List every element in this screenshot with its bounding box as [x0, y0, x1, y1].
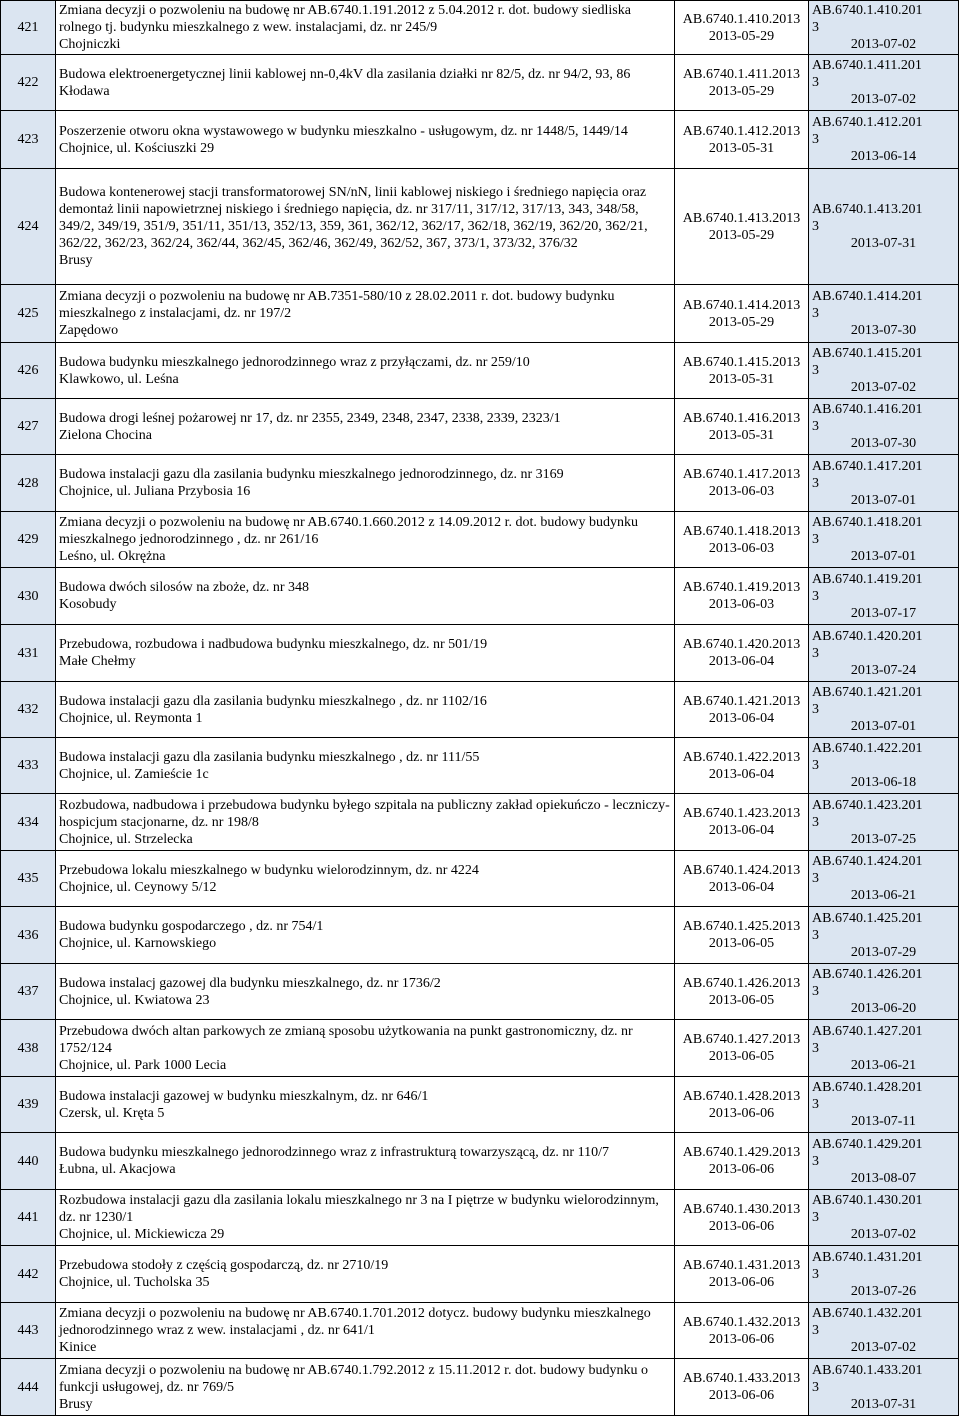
table-row — [1, 1133, 959, 1190]
case-signature: AB.6740.1.423.2013 — [682, 806, 801, 821]
table-row — [1, 1303, 959, 1359]
case-signature-cell — [675, 55, 809, 111]
row-number: 430 — [1, 568, 56, 625]
decision-cell — [809, 399, 959, 455]
investment-description: Poszerzenie otworu okna wystawowego w budynku mieszkalno - usługowym, dz. nr 1448/5, 1449/14 — [59, 123, 628, 139]
decision-signature-tail: 3 — [812, 475, 819, 491]
decision-date: 2013-07-26 — [850, 1283, 917, 1299]
decision-signature: AB.6740.1.431.201 — [812, 1249, 923, 1265]
decision-signature-tail: 3 — [812, 306, 819, 321]
decision-signature-tail: 3 — [812, 588, 819, 604]
table-row — [1, 907, 959, 964]
investment-description: Budowa drogi leśnej pożarowej nr 17, dz. nr 2355, 2349, 2348, 2347, 2338, 2339, 2323/1 — [59, 410, 561, 426]
decision-cell — [809, 964, 959, 1020]
investment-description: Rozbudowa, nadbudowa i przebudowa budynku byłego szpitala na publiczny zakład opiekuńczo - leczniczy- hospicjum stacjonarne, dz. nr 198/8 — [59, 797, 670, 830]
row-number: 439 — [1, 1077, 56, 1133]
investment-location: Czersk, ul. Kręta 5 — [59, 1105, 165, 1121]
row-number: 424 — [1, 169, 56, 285]
decision-cell — [809, 682, 959, 738]
decision-date: 2013-07-02 — [850, 37, 917, 52]
submission-date: 2013-05-31 — [708, 371, 775, 387]
case-signature-cell — [675, 169, 809, 285]
row-number: 443 — [1, 1303, 56, 1359]
decision-signature: AB.6740.1.416.201 — [812, 402, 923, 417]
investment-location: Chojniczki — [59, 37, 121, 52]
decision-date: 2013-07-30 — [850, 323, 917, 338]
row-number: 426 — [1, 343, 56, 399]
case-signature: AB.6740.1.412.2013 — [682, 123, 801, 139]
investment-description: Budowa instalacj gazowej dla budynku mieszkalnego, dz. nr 1736/2 — [59, 975, 441, 991]
row-number: 434 — [1, 794, 56, 851]
decision-date: 2013-07-30 — [850, 436, 917, 451]
decision-signature: AB.6740.1.433.201 — [812, 1362, 923, 1378]
table-row — [1, 55, 959, 111]
decision-signature-tail: 3 — [812, 363, 819, 378]
investment-location: Chojnice, ul. Reymonta 1 — [59, 710, 203, 726]
investment-description-cell — [56, 1359, 675, 1416]
row-number: 432 — [1, 682, 56, 738]
investment-description-cell — [56, 625, 675, 682]
submission-date: 2013-06-04 — [708, 710, 775, 726]
case-signature: AB.6740.1.413.2013 — [682, 210, 801, 226]
submission-date: 2013-06-06 — [708, 1162, 775, 1177]
decision-date: 2013-07-01 — [850, 549, 917, 564]
submission-date: 2013-06-03 — [708, 540, 775, 556]
row-number: 427 — [1, 399, 56, 455]
case-signature: AB.6740.1.414.2013 — [682, 297, 801, 313]
decision-cell — [809, 111, 959, 169]
investment-description: Zmiana decyzji o pozwoleniu na budowę nr AB.7351-580/10 z 28.02.2011 r. dot. budowy budynku mieszkalnego z instalacjami, dz. nr 197/2 — [59, 289, 615, 321]
case-signature-cell — [675, 343, 809, 399]
investment-description: Budowa dwóch silosów na zboże, dz. nr 348 — [59, 580, 310, 595]
submission-date: 2013-06-04 — [708, 879, 775, 895]
table-row — [1, 625, 959, 682]
submission-date: 2013-05-29 — [708, 83, 775, 99]
table-row — [1, 738, 959, 794]
investment-description: Przebudowa stodoły z częścią gospodarczą, dz. nr 2710/19 — [59, 1258, 389, 1273]
case-signature-cell — [675, 1190, 809, 1246]
submission-date: 2013-06-06 — [708, 1331, 775, 1347]
row-number: 423 — [1, 111, 56, 169]
investment-description-cell — [56, 512, 675, 568]
investment-description-cell — [56, 1020, 675, 1077]
decision-signature: AB.6740.1.421.201 — [812, 685, 923, 700]
case-signature-cell — [675, 625, 809, 682]
case-signature-cell — [675, 682, 809, 738]
case-signature: AB.6740.1.418.2013 — [682, 523, 801, 539]
row-number: 440 — [1, 1133, 56, 1190]
decision-cell — [809, 455, 959, 512]
row-number: 421 — [1, 1, 56, 55]
investment-description-cell — [56, 55, 675, 111]
register-body — [1, 1, 959, 1416]
decision-date: 2013-07-17 — [850, 605, 917, 621]
submission-date: 2013-06-03 — [708, 597, 775, 612]
decision-cell — [809, 512, 959, 568]
row-number: 425 — [1, 285, 56, 343]
decision-signature: AB.6740.1.427.201 — [812, 1023, 923, 1039]
investment-description: Zmiana decyzji o pozwoleniu na budowę nr AB.6740.1.701.2012 dotycz. budowy budynku mieszkalnego jednorodzinnego wraz z wew. instalacjami , dz. nr 641/1 — [59, 1306, 651, 1338]
row-number: 442 — [1, 1246, 56, 1303]
investment-location: Chojnice, ul. Park 1000 Lecia — [59, 1057, 227, 1073]
investment-description: Budowa budynku mieszkalnego jednorodzinnego wraz z infrastrukturą towarzyszącą, dz. nr 110/7 — [59, 1145, 609, 1160]
decision-signature-tail: 3 — [812, 927, 819, 943]
investment-description-cell — [56, 1, 675, 55]
decision-signature: AB.6740.1.418.201 — [812, 515, 923, 530]
decision-signature-tail: 3 — [812, 132, 819, 147]
case-signature-cell — [675, 851, 809, 907]
case-signature-cell — [675, 512, 809, 568]
investment-description-cell — [56, 285, 675, 343]
investment-description-cell — [56, 1190, 675, 1246]
investment-description: Zmiana decyzji o pozwoleniu na budowę nr AB.6740.1.792.2012 z 15.11.2012 r. dot. budowy budynku o funkcji usługowej, dz. nr 769/5 — [59, 1362, 648, 1395]
case-signature-cell — [675, 1, 809, 55]
decision-cell — [809, 1303, 959, 1359]
table-row — [1, 111, 959, 169]
investment-description-cell — [56, 738, 675, 794]
decision-date: 2013-06-14 — [850, 149, 917, 164]
decision-signature-tail: 3 — [812, 702, 819, 717]
row-number: 422 — [1, 55, 56, 111]
investment-description: Budowa elektroenergetycznej linii kablowej nn-0,4kV dla zasilania działki nr 82/5, dz. nr 94/2, 93, 86 — [59, 66, 631, 82]
row-number: 431 — [1, 625, 56, 682]
decision-signature-tail: 3 — [812, 419, 819, 434]
investment-description: Budowa budynku mieszkalnego jednorodzinnego wraz z przyłączami, dz. nr 259/10 — [59, 354, 530, 370]
submission-date: 2013-06-06 — [708, 1218, 775, 1234]
investment-location: Kłodawa — [59, 83, 110, 99]
decision-signature-tail: 3 — [812, 1153, 819, 1169]
decision-signature: AB.6740.1.430.201 — [812, 1193, 923, 1208]
case-signature: AB.6740.1.428.2013 — [682, 1088, 801, 1104]
decision-date: 2013-07-29 — [850, 944, 917, 960]
case-signature: AB.6740.1.415.2013 — [682, 354, 801, 370]
decision-signature: AB.6740.1.425.201 — [812, 910, 923, 926]
decision-date: 2013-07-24 — [850, 662, 917, 678]
submission-date: 2013-06-06 — [708, 1388, 775, 1403]
investment-description: Przebudowa, rozbudowa i nadbudowa budynku mieszkalnego, dz. nr 501/19 — [59, 637, 488, 652]
decision-signature: AB.6740.1.415.201 — [812, 346, 923, 361]
investment-description-cell — [56, 682, 675, 738]
table-row — [1, 169, 959, 285]
table-row — [1, 399, 959, 455]
row-number: 438 — [1, 1020, 56, 1077]
decision-date: 2013-07-25 — [850, 831, 917, 847]
submission-date: 2013-06-05 — [708, 1049, 775, 1064]
decision-signature-tail: 3 — [812, 20, 819, 35]
investment-description: Zmiana decyzji o pozwoleniu na budowę nr AB.6740.1.660.2012 z 14.09.2012 r. dot. budowy budynku mieszkalnego jednorodzinnego , dz. nr 261/16 — [59, 515, 638, 547]
decision-signature-tail: 3 — [812, 645, 819, 661]
submission-date: 2013-06-06 — [708, 1275, 775, 1290]
investment-location: Chojnice, ul. Mickiewicza 29 — [59, 1227, 225, 1242]
table-row — [1, 682, 959, 738]
decision-date: 2013-07-02 — [850, 92, 917, 107]
investment-description: Zmiana decyzji o pozwoleniu na budowę nr AB.6740.1.191.2012 z 5.04.2012 r. dot. budowy siedliska rolnego tj. budynku mieszkalnego z wew. instalacjami, dz. nr 245/9 — [59, 3, 631, 35]
investment-description-cell — [56, 343, 675, 399]
case-signature-cell — [675, 794, 809, 851]
investment-description: Przebudowa lokalu mieszkalnego w budynku wielorodzinnym, dz. nr 4224 — [59, 862, 479, 878]
investment-location: Chojnice, ul. Tucholska 35 — [59, 1275, 210, 1290]
case-signature: AB.6740.1.430.2013 — [682, 1201, 801, 1217]
table-row — [1, 794, 959, 851]
decision-cell — [809, 1359, 959, 1416]
decision-signature-tail: 3 — [812, 871, 819, 886]
decision-signature-tail: 3 — [812, 1379, 819, 1395]
investment-location: Chojnice, ul. Kwiatowa 23 — [59, 992, 210, 1008]
case-signature-cell — [675, 1133, 809, 1190]
investment-description-cell — [56, 1246, 675, 1303]
decision-signature-tail: 3 — [812, 1210, 819, 1225]
decision-date: 2013-07-02 — [850, 1340, 917, 1355]
case-signature: AB.6740.1.424.2013 — [682, 862, 801, 878]
submission-date: 2013-06-04 — [708, 823, 775, 838]
investment-description: Budowa budynku gospodarczego , dz. nr 754/1 — [59, 919, 324, 934]
case-signature-cell — [675, 111, 809, 169]
decision-signature: AB.6740.1.411.201 — [812, 58, 922, 73]
investment-description: Budowa instalacji gazu dla zasilania budynku mieszkalnego , dz. nr 111/55 — [59, 749, 480, 765]
investment-location: Brusy — [59, 1396, 93, 1412]
decision-signature: AB.6740.1.432.201 — [812, 1306, 923, 1321]
decision-cell — [809, 851, 959, 907]
investment-description-cell — [56, 1303, 675, 1359]
table-row — [1, 568, 959, 625]
decision-date: 2013-07-31 — [850, 236, 917, 251]
submission-date: 2013-05-31 — [708, 427, 775, 443]
decision-signature: AB.6740.1.429.201 — [812, 1136, 923, 1152]
decision-signature: AB.6740.1.420.201 — [812, 628, 923, 644]
case-signature-cell — [675, 1246, 809, 1303]
case-signature-cell — [675, 399, 809, 455]
decision-signature: AB.6740.1.414.201 — [812, 289, 923, 304]
table-row — [1, 964, 959, 1020]
decision-signature: AB.6740.1.412.201 — [812, 115, 923, 130]
investment-description: Budowa instalacji gazu dla zasilania budynku mieszkalnego jednorodzinnego, dz. nr 3169 — [59, 467, 564, 482]
submission-date: 2013-06-03 — [708, 484, 775, 499]
table-row — [1, 1190, 959, 1246]
decision-date: 2013-07-31 — [850, 1396, 917, 1412]
case-signature: AB.6740.1.427.2013 — [682, 1032, 801, 1047]
decision-signature: AB.6740.1.419.201 — [812, 571, 923, 587]
case-signature: AB.6740.1.431.2013 — [682, 1258, 801, 1273]
decision-cell — [809, 169, 959, 285]
investment-description-cell — [56, 169, 675, 285]
investment-location: Klawkowo, ul. Leśna — [59, 371, 179, 387]
row-number: 444 — [1, 1359, 56, 1416]
decision-signature-tail: 3 — [812, 532, 819, 547]
decision-cell — [809, 625, 959, 682]
decision-date: 2013-07-01 — [850, 719, 917, 734]
case-signature: AB.6740.1.421.2013 — [682, 693, 801, 709]
investment-location: Leśno, ul. Okrężna — [59, 549, 166, 564]
decision-signature: AB.6740.1.423.201 — [812, 797, 923, 813]
submission-date: 2013-05-31 — [708, 140, 775, 156]
investment-location: Chojnice, ul. Kościuszki 29 — [59, 140, 215, 156]
decision-date: 2013-06-21 — [850, 1057, 917, 1073]
investment-location: Kosobudy — [59, 597, 117, 612]
table-row — [1, 851, 959, 907]
decision-cell — [809, 907, 959, 964]
decision-cell — [809, 55, 959, 111]
case-signature-cell — [675, 285, 809, 343]
decision-cell — [809, 1, 959, 55]
investment-location: Brusy — [59, 253, 93, 268]
table-row — [1, 1246, 959, 1303]
table-row — [1, 1359, 959, 1416]
submission-date: 2013-05-29 — [708, 227, 775, 243]
decision-date: 2013-07-02 — [850, 1227, 917, 1242]
investment-location: Zapędowo — [59, 323, 119, 338]
table-row — [1, 1, 959, 55]
investment-location: Małe Chełmy — [59, 654, 136, 669]
decision-cell — [809, 1246, 959, 1303]
case-signature-cell — [675, 1303, 809, 1359]
case-signature: AB.6740.1.422.2013 — [682, 749, 801, 765]
decision-cell — [809, 1133, 959, 1190]
table-row — [1, 1077, 959, 1133]
investment-description: Rozbudowa instalacji gazu dla zasilania lokalu mieszkalnego nr 3 na I piętrze w budynku wielorodzinnym, dz. nr 1230/1 — [59, 1193, 659, 1225]
decision-cell — [809, 794, 959, 851]
row-number: 441 — [1, 1190, 56, 1246]
decision-signature: AB.6740.1.426.201 — [812, 967, 923, 982]
investment-description-cell — [56, 111, 675, 169]
case-signature: AB.6740.1.433.2013 — [682, 1371, 801, 1386]
case-signature: AB.6740.1.425.2013 — [682, 919, 801, 934]
submission-date: 2013-06-06 — [708, 1105, 775, 1121]
investment-location: Chojnice, ul. Strzelecka — [59, 831, 193, 847]
table-row — [1, 1020, 959, 1077]
case-signature: AB.6740.1.420.2013 — [682, 637, 801, 652]
investment-description-cell — [56, 794, 675, 851]
decision-signature: AB.6740.1.424.201 — [812, 854, 923, 869]
investment-location: Łubna, ul. Akacjowa — [59, 1162, 176, 1177]
case-signature: AB.6740.1.410.2013 — [682, 11, 801, 27]
decision-cell — [809, 1020, 959, 1077]
decision-date: 2013-06-18 — [850, 775, 917, 790]
case-signature-cell — [675, 738, 809, 794]
submission-date: 2013-05-29 — [708, 314, 775, 330]
decision-date: 2013-08-07 — [850, 1170, 917, 1186]
investment-location: Chojnice, ul. Zamieście 1c — [59, 766, 209, 782]
investment-description-cell — [56, 1133, 675, 1190]
decision-signature-tail: 3 — [812, 984, 819, 999]
submission-date: 2013-06-04 — [708, 654, 775, 669]
decision-signature: AB.6740.1.422.201 — [812, 741, 923, 756]
decision-signature-tail: 3 — [812, 1323, 819, 1338]
table-row — [1, 512, 959, 568]
decision-date: 2013-07-01 — [850, 492, 917, 508]
investment-location: Chojnice, ul. Ceynowy 5/12 — [59, 879, 217, 895]
row-number: 437 — [1, 964, 56, 1020]
case-signature-cell — [675, 1077, 809, 1133]
case-signature-cell — [675, 1359, 809, 1416]
case-signature-cell — [675, 907, 809, 964]
row-number: 433 — [1, 738, 56, 794]
investment-description: Budowa kontenerowej stacji transformatorowej SN/nN, linii kablowej niskiego i średniego napięcia oraz demontaż linii napowietrznej niskiego i średniego napięcia, dz. nr 317/11, 317/12, 317/13, 343, 348/58, 349/2, 349/19, 351/9, 351/11, 351/13, 352/13, 359, 361, 362/12, 362/17, 362/18, 362/19, 362/20, 362/21, 362/22, 362/23, 362/24, 362/44, 362/45, 362/46, 362/49, 362/52, 367, 373/1, 373/32, 376/32 — [59, 185, 648, 251]
decision-cell — [809, 1190, 959, 1246]
table-row — [1, 455, 959, 512]
decision-signature-tail: 3 — [812, 219, 819, 234]
investment-location: Kinice — [59, 1340, 97, 1355]
investment-description-cell — [56, 1077, 675, 1133]
decision-cell — [809, 343, 959, 399]
row-number: 435 — [1, 851, 56, 907]
decision-date: 2013-07-11 — [851, 1114, 916, 1129]
investment-description: Budowa instalacji gazu dla zasilania budynku mieszkalnego , dz. nr 1102/16 — [59, 693, 487, 709]
investment-description-cell — [56, 455, 675, 512]
submission-date: 2013-06-05 — [708, 936, 775, 951]
decision-cell — [809, 285, 959, 343]
row-number: 428 — [1, 455, 56, 512]
case-signature: AB.6740.1.419.2013 — [682, 580, 801, 595]
decision-cell — [809, 1077, 959, 1133]
decision-signature: AB.6740.1.413.201 — [812, 202, 923, 217]
case-signature-cell — [675, 964, 809, 1020]
decision-date: 2013-06-21 — [850, 888, 917, 903]
row-number: 429 — [1, 512, 56, 568]
case-signature: AB.6740.1.432.2013 — [682, 1314, 801, 1330]
decision-date: 2013-06-20 — [850, 1001, 917, 1016]
decision-signature-tail: 3 — [812, 1097, 819, 1112]
decision-signature: AB.6740.1.417.201 — [812, 458, 923, 474]
submission-date: 2013-06-05 — [708, 992, 775, 1008]
decision-signature: AB.6740.1.428.201 — [812, 1080, 923, 1095]
decision-signature-tail: 3 — [812, 75, 819, 90]
investment-description-cell — [56, 568, 675, 625]
decision-signature-tail: 3 — [812, 1266, 819, 1282]
row-number: 436 — [1, 907, 56, 964]
case-signature: AB.6740.1.426.2013 — [682, 975, 801, 991]
table-row — [1, 343, 959, 399]
investment-location: Chojnice, ul. Juliana Przybosia 16 — [59, 484, 251, 499]
decision-date: 2013-07-02 — [850, 380, 917, 395]
submission-date: 2013-06-04 — [708, 766, 775, 782]
investment-location: Chojnice, ul. Karnowskiego — [59, 936, 217, 951]
investment-description: Budowa instalacji gazowej w budynku mieszkalnym, dz. nr 646/1 — [59, 1088, 429, 1104]
decision-signature-tail: 3 — [812, 814, 819, 830]
case-signature: AB.6740.1.429.2013 — [682, 1145, 801, 1160]
investment-description-cell — [56, 399, 675, 455]
investment-location: Zielona Chocina — [59, 427, 152, 443]
decision-signature: AB.6740.1.410.201 — [812, 3, 923, 18]
decision-signature-tail: 3 — [812, 1040, 819, 1056]
investment-description-cell — [56, 907, 675, 964]
investment-description-cell — [56, 964, 675, 1020]
investment-description-cell — [56, 851, 675, 907]
investment-description: Przebudowa dwóch altan parkowych ze zmianą sposobu użytkowania na punkt gastronomiczny, dz. nr 1752/124 — [59, 1023, 633, 1056]
case-signature: AB.6740.1.417.2013 — [682, 467, 801, 482]
decision-signature-tail: 3 — [812, 758, 819, 773]
case-signature: AB.6740.1.411.2013 — [683, 66, 800, 82]
case-signature-cell — [675, 455, 809, 512]
case-signature: AB.6740.1.416.2013 — [682, 410, 801, 426]
case-signature-cell — [675, 1020, 809, 1077]
decision-cell — [809, 568, 959, 625]
decision-cell — [809, 738, 959, 794]
table-row — [1, 285, 959, 343]
case-signature-cell — [675, 568, 809, 625]
submission-date: 2013-05-29 — [708, 28, 775, 44]
